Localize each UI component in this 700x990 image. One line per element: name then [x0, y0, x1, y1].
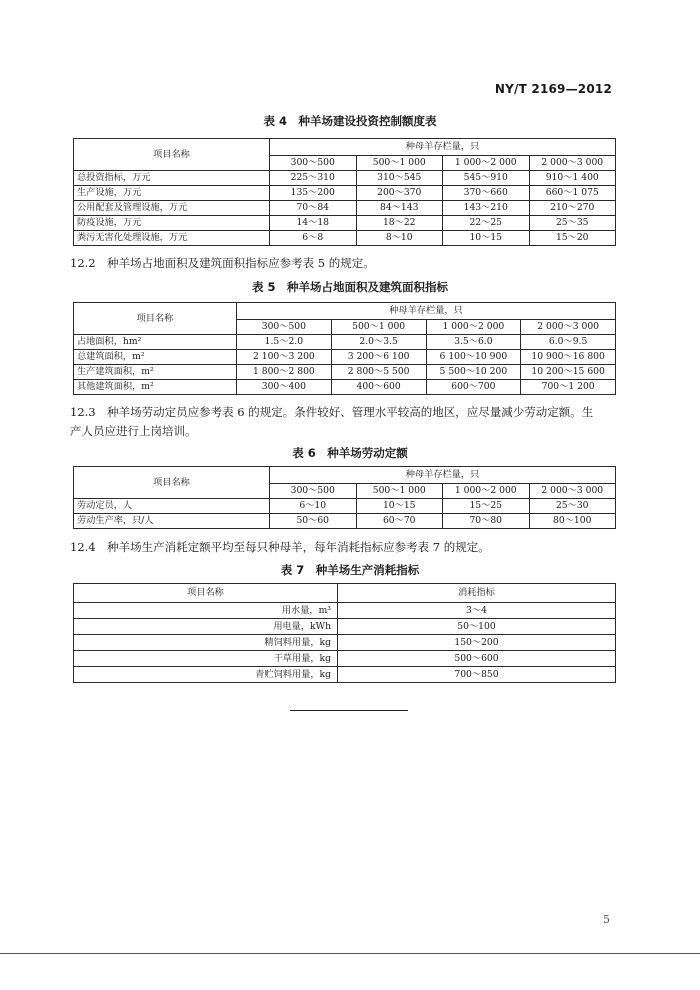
table-row — [74, 635, 616, 651]
table-row — [74, 380, 616, 395]
table-row — [74, 231, 616, 246]
table-cell: 50～100 — [338, 619, 616, 635]
table4-caption: 表 4 种羊场建设投资控制额度表 — [263, 114, 437, 128]
table-cell: 15～20 — [529, 231, 616, 246]
table6-group-header: 种母羊存栏量，只 — [270, 467, 616, 484]
table-cell: 70～84 — [270, 201, 357, 216]
table-cell: 25～30 — [529, 499, 616, 514]
table-row — [74, 499, 616, 514]
page-number: 5 — [603, 913, 610, 926]
table4 — [73, 138, 616, 246]
table4-col-header: 300～500 — [270, 156, 357, 171]
table6-col-header: 1 000～2 000 — [443, 484, 530, 499]
table-row — [74, 619, 616, 635]
table4-col-header: 500～1 000 — [356, 156, 443, 171]
table-cell: 6 100～10 900 — [426, 350, 521, 365]
table-row — [74, 603, 616, 619]
table-cell: 6～10 — [270, 499, 357, 514]
table5-item-header: 项目名称 — [74, 303, 237, 335]
table-cell: 84～143 — [356, 201, 443, 216]
row-label: 用电量，kWh — [74, 619, 338, 635]
paragraph-line: 产人员应进行上岗培训。 — [70, 424, 197, 438]
table-cell: 5 500～10 200 — [426, 365, 521, 380]
row-label: 青贮饲料用量，kg — [74, 667, 338, 683]
table6-item-header: 项目名称 — [74, 467, 270, 499]
table-row — [74, 216, 616, 231]
table6 — [73, 466, 616, 529]
table-cell: 3.5～6.0 — [426, 335, 521, 350]
table-cell: 6～8 — [270, 231, 357, 246]
table-cell: 545～910 — [443, 171, 530, 186]
table-cell: 200～370 — [356, 186, 443, 201]
paragraph-12-3 — [70, 403, 630, 441]
table-cell: 18～22 — [356, 216, 443, 231]
row-label: 总投资指标，万元 — [74, 171, 270, 186]
table-cell: 6.0～9.5 — [521, 335, 616, 350]
table-cell: 910～1 400 — [529, 171, 616, 186]
table-cell: 210～270 — [529, 201, 616, 216]
paragraph-12-2: 12.2 种羊场占地面积及建筑面积指标应参考表 5 的规定。 — [70, 256, 375, 270]
row-label: 公用配套及管理设施，万元 — [74, 201, 270, 216]
table-row — [74, 201, 616, 216]
table4-group-header: 种母羊存栏量，只 — [270, 139, 616, 156]
table6-col-header: 300～500 — [270, 484, 357, 499]
table5-col-header: 500～1 000 — [331, 320, 426, 335]
table-cell: 15～25 — [443, 499, 530, 514]
table-row — [74, 335, 616, 350]
row-label: 总建筑面积，m² — [74, 350, 237, 365]
table7-item-header: 项目名称 — [74, 584, 338, 603]
table-cell: 2 800～5 500 — [331, 365, 426, 380]
table4-col-header: 2 000～3 000 — [529, 156, 616, 171]
table-row — [74, 350, 616, 365]
table5-col-header: 300～500 — [237, 320, 332, 335]
table-cell: 10 200～15 600 — [521, 365, 616, 380]
table-cell: 25～35 — [529, 216, 616, 231]
table7-caption: 表 7 种羊场生产消耗指标 — [280, 563, 420, 577]
table-row — [74, 171, 616, 186]
table-cell: 660～1 075 — [529, 186, 616, 201]
row-label: 占地面积，hm² — [74, 335, 237, 350]
table7 — [73, 583, 616, 683]
table-cell: 600～700 — [426, 380, 521, 395]
table-row — [74, 667, 616, 683]
table-cell: 10～15 — [356, 499, 443, 514]
standard-number: NY/T 2169—2012 — [494, 82, 612, 96]
table-cell: 700～1 200 — [521, 380, 616, 395]
table-cell: 3～4 — [338, 603, 616, 619]
paragraph-line: 12.3 种羊场劳动定员应参考表 6 的规定。条件较好、管理水平较高的地区，应尽量减少劳动定额。生 — [70, 405, 594, 419]
end-rule — [290, 710, 408, 711]
row-label: 精饲料用量，kg — [74, 635, 338, 651]
table-row — [74, 651, 616, 667]
table6-caption: 表 6 种羊场劳动定额 — [292, 446, 408, 460]
row-label: 生产建筑面积，m² — [74, 365, 237, 380]
table-row — [74, 514, 616, 529]
table-cell: 150～200 — [338, 635, 616, 651]
table-row — [74, 365, 616, 380]
table-cell: 1 800～2 800 — [237, 365, 332, 380]
table-cell: 2.0～3.5 — [331, 335, 426, 350]
table6-col-header: 500～1 000 — [356, 484, 443, 499]
table-cell: 370～660 — [443, 186, 530, 201]
paragraph-12-4: 12.4 种羊场生产消耗定额平均至每只种母羊，每年消耗指标应参考表 7 的规定。 — [70, 540, 490, 554]
row-label: 防疫设施，万元 — [74, 216, 270, 231]
table-cell: 700～850 — [338, 667, 616, 683]
table5-col-header: 1 000～2 000 — [426, 320, 521, 335]
table-cell: 3 200～6 100 — [331, 350, 426, 365]
table-cell: 2 100～3 200 — [237, 350, 332, 365]
row-label: 粪污无害化处理设施，万元 — [74, 231, 270, 246]
table6-col-header: 2 000～3 000 — [529, 484, 616, 499]
table-cell: 50～60 — [270, 514, 357, 529]
row-label: 用水量，m³ — [74, 603, 338, 619]
table5-group-header: 种母羊存栏量，只 — [237, 303, 616, 320]
table-cell: 10～15 — [443, 231, 530, 246]
table-cell: 70～80 — [443, 514, 530, 529]
table5-col-header: 2 000～3 000 — [521, 320, 616, 335]
table4-item-header: 项目名称 — [74, 139, 270, 171]
table-cell: 135～200 — [270, 186, 357, 201]
table-cell: 1.5～2.0 — [237, 335, 332, 350]
row-label: 其他建筑面积，m² — [74, 380, 237, 395]
table-cell: 22～25 — [443, 216, 530, 231]
table-cell: 310～545 — [356, 171, 443, 186]
table-cell: 8～10 — [356, 231, 443, 246]
table7-value-header: 消耗指标 — [338, 584, 616, 603]
table-cell: 10 900～16 800 — [521, 350, 616, 365]
table5-caption: 表 5 种羊场占地面积及建筑面积指标 — [251, 280, 448, 294]
table-cell: 300～400 — [237, 380, 332, 395]
table-cell: 225～310 — [270, 171, 357, 186]
table-cell: 14～18 — [270, 216, 357, 231]
table-row — [74, 186, 616, 201]
table-cell: 80～100 — [529, 514, 616, 529]
row-label: 干草用量，kg — [74, 651, 338, 667]
row-label: 劳动生产率，只/人 — [74, 514, 270, 529]
table-cell: 500～600 — [338, 651, 616, 667]
row-label: 劳动定员，人 — [74, 499, 270, 514]
table5 — [73, 302, 616, 395]
page-bottom-line — [0, 953, 700, 954]
table-cell: 400～600 — [331, 380, 426, 395]
table4-col-header: 1 000～2 000 — [443, 156, 530, 171]
table-cell: 60～70 — [356, 514, 443, 529]
row-label: 生产设施，万元 — [74, 186, 270, 201]
table-cell: 143～210 — [443, 201, 530, 216]
